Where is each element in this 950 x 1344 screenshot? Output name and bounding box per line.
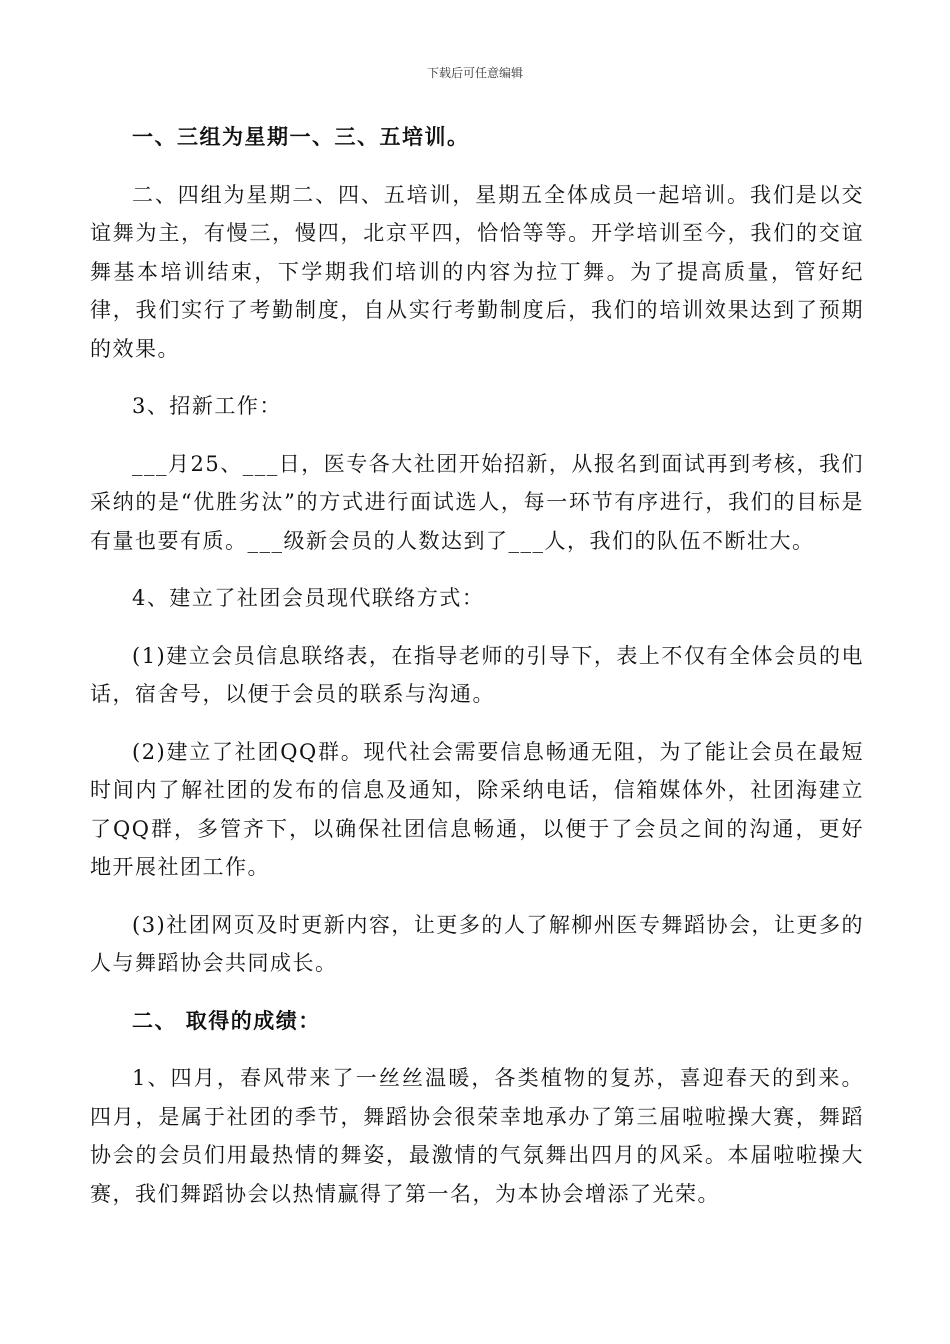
page-header: 下载后可任意编辑 — [426, 66, 523, 80]
document-body — [90, 118, 864, 1232]
paragraph-training-schedule: 二、四组为星期二、四、五培训，星期五全体成员一起培训。我们是以交谊舞为主，有慢三，慢四，北京平四，恰恰等等。开学培训至今，我们的交谊舞基本培训结束，下学期我们培训的内容为拉丁舞。为了提高质量，管好纪律，我们实行了考勤制度，自从实行考勤制度后，我们的培训效果达到了预期的效果。 — [90, 182, 864, 361]
paragraph-april-competition: 1、四月，春风带来了一丝丝温暖，各类植物的复苏，喜迎春天的到来。四月，是属于社团的季节，舞蹈协会很荣幸地承办了第三届啦啦操大赛，舞蹈协会的会员们用最热情的舞姿，最激情的气氛舞出四月的风采。本届啦啦操大赛，我们舞蹈协会以热情赢得了第一名，为本协会增添了光荣。 — [90, 1066, 864, 1206]
section-heading-training-groups: 一、三组为星期一、三、五培训。 — [132, 124, 470, 149]
paragraph-qq-group: (2)建立了社团QQ群。现代社会需要信息畅通无阻，为了能让会员在最短时间内了解社团的发布的信息及通知，除采纳电话，信箱媒体外，社团海建立了QQ群，多管齐下，以确保社团信息畅通，以便于了会员之间的沟通，更好地开展社团工作。 — [90, 739, 864, 879]
subheading-recruitment: 3、招新工作： — [132, 394, 282, 418]
section-heading-achievements: 二、 取得的成绩： — [132, 1007, 321, 1033]
paragraph-webpage: (3)社团网页及时更新内容，让更多的人了解柳州医专舞蹈协会，让更多的人与舞蹈协会共同成长。 — [90, 912, 864, 975]
paragraph-contact-table: (1)建立会员信息联络表，在指导老师的引导下，表上不仅有全体会员的电话，宿舍号，以便于会员的联系与沟通。 — [90, 643, 864, 706]
paragraph-recruitment: ___月25、___日，医专各大社团开始招新，从报名到面试再到考核，我们采纳的是“优胜劣汰”的方式进行面试选人，每一环节有序进行，我们的目标是有量也要有质。___级新会员的人数达到了___人，我们的队伍不断壮大。 — [90, 451, 864, 553]
subheading-contact-methods: 4、建立了社团会员现代联络方式： — [132, 586, 485, 610]
